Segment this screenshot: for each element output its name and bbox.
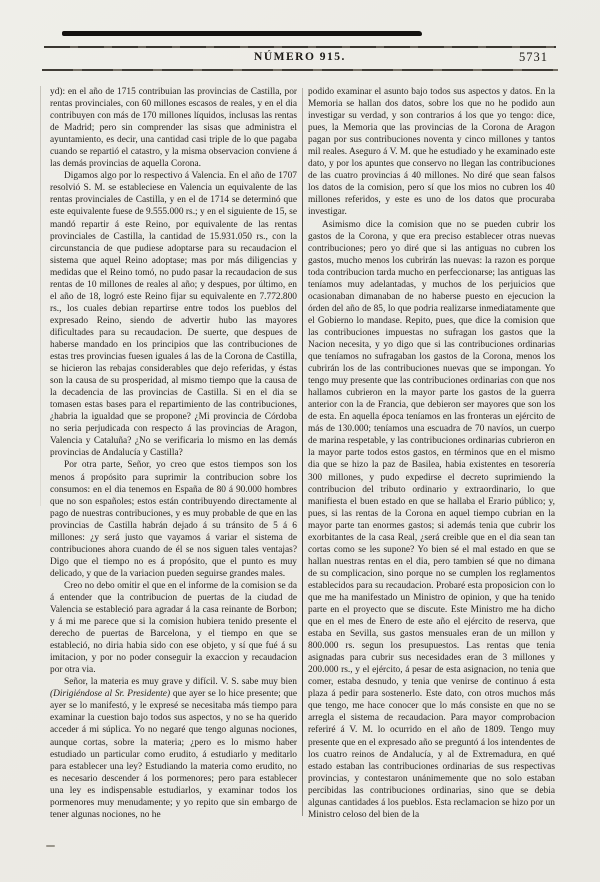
- stage-direction: (Dirigiéndose al Sr. Presidente): [50, 689, 171, 700]
- paragraph: Asimismo dice la comision que no se pueden cubrir los gastos de la Corona, y que era preciso establecer otras nuevas contribuciones; pero yo diré que si las antiguas no cubren los gastos, mucho menos los cubrirán las nuevas: la razon es porque toda contribucion tarda mucho en perfeccionarse; las antiguas las teníamos muy adelantadas, y muchos de los perjuicios que ocasionaban dimanaban de no haberse puesto en ejecucion la órden del año de 85, lo que podria realizarse inmediatamente que el Gobierno lo mandase. Repito, pues, que dice la comision que las contribuciones impuestas no sufragan los gastos que la Nacion necesita, y yo digo que si las contribuciones ordinarias que teníamos no sufragaban los gastos de la Corona, menos los cubrirán los de las contribuciones nuevas que se impongan. Yo tengo muy presente que las contribuciones ordinarias con que nos hallamos cubrieron en la mayor parte los gastos de la guerra anterior con la de Francia, que debieron ser mayores que son los de esta. En aquella época teníamos en las fronteras un ejército de más de 130.000; teníamos una escuadra de 70 navíos, un cuerpo de marina respetable, y las contribuciones ordinarias cubrieron en la mayor parte todos estos gastos, en términos que en el mismo dia que se hizo la paz de Basilea, habia existentes en tesorería 300 millones, y pudo expedirse el decreto suprimiendo la contribucion del tributo ordinario y extraordinario, lo que manifiesta el buen estado en que se hallaba el Erario público; y, pues, si las rentas de la Corona en aquel tiempo cubrian en la mayor parte tan enormes gastos; si además tenia que cubrir los exorbitantes de la casa Real, ¿será creible que en el dia sean tan cortas como se les supone? Yo bien sé el mal estado en que se hallan nuestras rentas en el dia, pero tambien sé que no dimana de su complicacion, sino porque no se cumplen los reglamentos establecidos para su recaudacion. Probaré esta proposicion con lo que me ha manifestado un Ministro de opinion, y que ha tenido parte en el proyecto que se discute. Este Ministro me ha dicho que en el mes de Enero de este año el ejército de reserva, que estaba en Sevilla, sus gastos mensuales eran de un millon y 800.000 rs. segun los presupuestos. Las rentas que tenia asignadas para cubrir sus necesidades eran de 3 millones y 200.000 rs., y el ejército, á pesar de esta asignacion, no tenia que comer, estaba desnudo, y tenia que venirse de continuo á esta plaza á pedir para sostenerlo. Este dato, con otros muchos más que tengo, me hace conocer que lo más consiste en que no se arregla el sistema de recaudacion. Para mayor comprobacion referiré á V. M. lo ocurrido en el año de 1809. Tengo muy presente que en el expresado año se preguntó á los intendentes de los cuatro reinos de Andalucía, y al de Extremadura, en qué estado estaban las contribuciones ordinarias de sus respectivas provincias, y contestaron unánimemente que no solo estaban percibidas las contribuciones ordinarias, sino que se debia algunas cantidades á los pueblos. Esta reclamacion se hizo por un Ministro celoso del bien de la: [308, 219, 555, 820]
- paragraph: Por otra parte, Señor, yo creo que estos tiempos son los menos á propósito para suprimir la contribucion sobre los consumos: en el dia tenemos en España de 80 á 90.000 hombres que no son españoles; estos están contribuyendo directamente al pago de nuestras contribuciones, y es muy probable de que en las provincias de Castilla habrán dejado á su tránsito de 5 á 6 millones: ¿y será justo que vayamos á variar el sistema de contribuciones ahora cuando de él se nos siguen tales ventajas? Digo que el tiempo no es á propósito, que el punto es muy delicado, y que de la variacion pueden seguirse grandes males.: [50, 460, 297, 579]
- header-rule-top: [44, 46, 556, 48]
- right-column: [308, 86, 555, 821]
- paragraph: Digamos algo por lo respectivo á Valencia. En el año de 1707 resolvió S. M. se estableciese en Valencia un equivalente de las rentas provinciales de Castilla, y en el de 1714 se determinó que este equivalente fuese de 9.555.000 rs.; y en el siguiente de 15, se mandó repartir á este Reino, por equivalente de las rentas provinciales de Castilla, la cantidad de 15.931.050 rs., con la circunstancia de que pudiese adoptarse para su recaudacion el sistema que aquel Reino adoptase; mas por más diligencias y medidas que el Reino tomó, no pudo pasar la recaudacion de sus rentas de 10 millones de reales al año; y despues, por último, en el año de 18, logró este Reino fijar su equivalente en 7.772.800 rs., los cuales debian repartirse entre todos los pueblos del expresado Reino, siendo de advertir hubo las mayores dificultades para su recaudacion. De suerte, que despues de haberse mandado en los principios que las contribuciones de estas tres provincias fuesen iguales á las de la Corona de Castilla, se hicieron las rebajas considerables que dejo referidas, y éstas son la causa de su prosperidad, al mismo tiempo que la causa de la decadencia de las provincias de Castilla. Si en el dia se tomasen estas bases para el repartimiento de las contribuciones, ¿habria la igualdad que se propone? ¿Mi provincia de Córdoba no seria perjudicada con respecto á las provincias de Aragon, Valencia y Cataluña? ¿No se verificaria lo mismo en las demás provincias de Andalucía y Castilla?: [50, 171, 297, 459]
- paragraph: Creo no debo omitir el que en el informe de la comision se da á entender que la contribucion de puertas de la ciudad de Valencia se estableció para agradar á la casa reinante de Borbon; y á mi me parece que si la comision hubiera tenido presente el derecho de puertas de Barcelona, y el tiempo en que se estableció, no diria habia sido con ese objeto, y sí que fué á su imitacion, y por no poder conseguir la exaccion y recaudacion por otra via.: [50, 580, 297, 676]
- scan-corner-mark: [46, 845, 55, 847]
- scan-artifact-bar: [62, 31, 422, 36]
- page-number: 5731: [519, 50, 548, 64]
- left-column: [50, 86, 297, 821]
- paragraph-text: que ayer se lo hice presente; que ayer se lo manifestó, y le expresé se necesitaba más tiempo para examinar la cuestion bajo todos sus aspectos, y no se ha querido acceder á mi súplica. Yo no negaré que tengo algunas nociones, aunque cortas, sobre la materia; ¿pero es lo mismo haber estudiado un particular como erudito, á estudiarlo y meditarlo para establecer una ley? Estudiando la materia como erudito, no es necesario descender á los pormenores; pero para establecer una ley es indispensable estudiarlos, y examinar todos los pormenores muy menudamente; y yo repito que sin embargo de tener algunas nociones, no he: [50, 689, 298, 820]
- column-divider-rule: [302, 88, 303, 816]
- text-columns: [50, 86, 555, 821]
- header-rule-bottom: [42, 69, 558, 71]
- paragraph-text: Señor, la materia es muy grave y difícil. V. S. sabe muy bien: [64, 677, 297, 688]
- scan-edge-smudge: [40, 86, 41, 506]
- paragraph: yd): en el año de 1715 contribuian las provincias de Castilla, por rentas provinciales, con 60 millones escasos de reales, y en el dia contribuyen con más de 170 millones líquidos, inclusas las rentas de Madrid; pero sin comprender las sisas que administra el ayuntamiento, es decir, una cantidad casi triple de lo que pagaba cuando se repartió el catastro, y la misma observacion conviene á las demás provincias de aquella Corona.: [50, 87, 297, 170]
- issue-number: NÚMERO 915.: [254, 51, 346, 63]
- paragraph: podido examinar el asunto bajo todos sus aspectos y datos. En la Memoria se hallan dos datos, sobre los que no he podido aun investigar su verdad, y son contrarios á los que yo tengo: dice, pues, la Memoria que las provincias de la Corona de Aragon pagan por sus contribuciones noventa y cinco millones y tantos mil reales. Aseguro á V. M. que he estudiado y he examinado este dato, y por los apuntes que conservo no llegan las contribuciones de las cuatro provincias á 40 millones. No diré que sean falsos los datos de la comision, pero sí que los mios no cubren los 40 millones referidos, y este es uno de los datos que procuraba investigar.: [308, 87, 555, 218]
- paragraph: [50, 676, 297, 821]
